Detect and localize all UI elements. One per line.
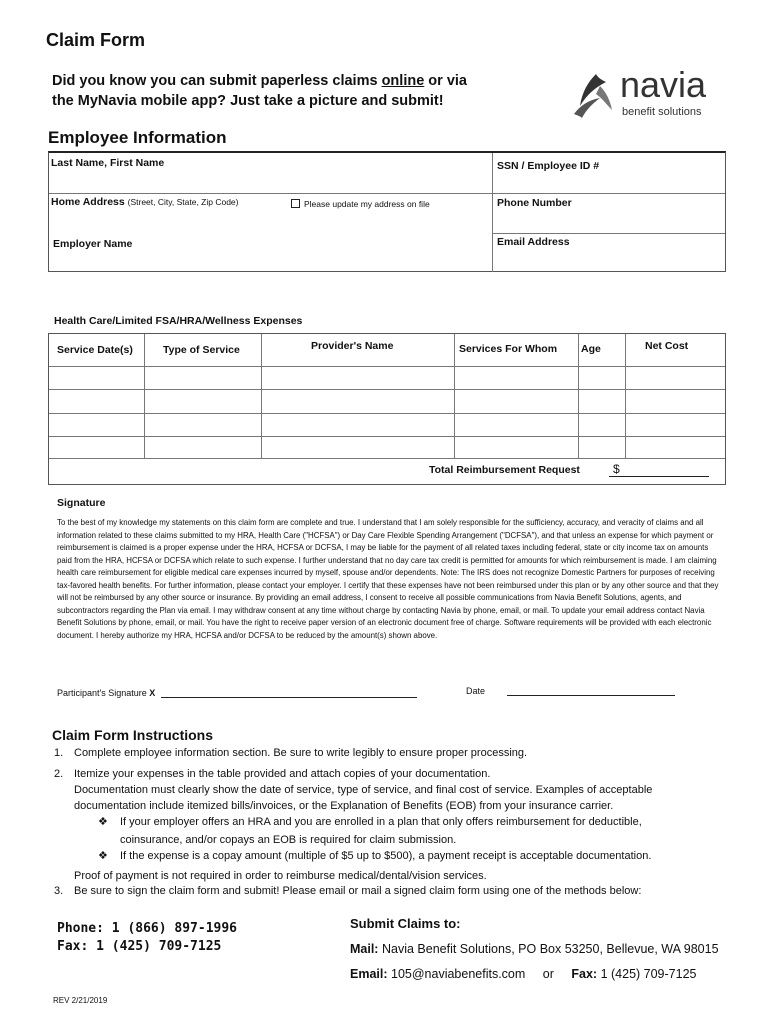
signature-statement: To the best of my knowledge my statements on this claim form are complete and true. I understand that I am solely responsible for the sufficiency, accuracy, and veracity of claims and all information related to these claims submitted to my HRA, Health Care ("HCFSA") or Day Care Flexible Spending Arrangement ("DCFSA"), and that unless an expense for which payment or reimbursement is claimed is a proper expense under the HRA, HCFSA or DCFSA, I may be liable for the payment of all related taxes including federal, state or city income tax on amounts paid from the HRA, HCFSA or DCFSA which relate to such expense. I further understand that no day care tax credit is permitted for amounts for which reimbursement is made. I am claiming health care reimbursement for eligible medical care expenses incurred by myself, spouse and/or dependents. Note: The IRS does not recognize Domestic Partners for purposes of receiving tax-favored health benefits. For further information, please contact your employer. I certify that these expenses have not been reimbursed under this plan or by any other source and that they will not be reimbursed by any other source or insurance. By providing an email address, I consent to receive all possible communications from Navia Benefit Solutions, agents, and subcontractors regarding the Plan via email. I may withdraw consent at any time without charge by contacting Navia by phone, email, or mail. To update your email address contact Navia Benefit Solutions by phone, email, or mail. You have the right to receive paper version of an electronic document free of charge. Software requirements will be provided with each electronic document. I hereby authorize my HRA, HCFSA and/or DCFSA to be reduced by the amount(s) shown above.: [57, 518, 719, 640]
col-service-date: Service Date(s): [57, 344, 133, 356]
phone-label: Phone Number: [497, 197, 572, 209]
col-type-of-service: Type of Service: [163, 344, 240, 356]
step-2-line-c: documentation include itemized bills/invoices, or the Explanation of Benefits (EOB) from your insurance carrier.: [74, 800, 614, 812]
instruction-step-1: [54, 745, 63, 761]
ssn-field[interactable]: [497, 160, 599, 172]
col-services-for-whom: Services For Whom: [459, 343, 558, 355]
contact-phones: [57, 920, 237, 956]
step-3-text: Be sure to sign the claim form and submit! Please email or mail a signed claim form using one of the methods below:: [74, 885, 642, 897]
date-row: [466, 686, 675, 696]
diamond-bullet-icon: ❖: [98, 816, 108, 828]
email-field[interactable]: [497, 236, 570, 248]
logo-name: navia: [620, 64, 707, 105]
ssn-label: SSN / Employee ID #: [497, 160, 600, 172]
date-label: Date: [466, 686, 486, 696]
navia-swirl-icon: [566, 70, 620, 122]
home-address-label: Home Address: [51, 196, 125, 208]
employee-info-box: [48, 151, 726, 272]
phone-number: Phone: 1 (866) 897-1996: [57, 921, 238, 936]
signature-x-mark: X: [149, 688, 156, 698]
last-first-name-field[interactable]: [51, 157, 164, 169]
fax-number: Fax: 1 (425) 709-7125: [57, 939, 222, 954]
total-reimbursement-field[interactable]: [609, 462, 709, 477]
promo-line1-b: or via: [424, 73, 467, 89]
phone-field[interactable]: [497, 197, 572, 209]
proof-note: Proof of payment is not required in order to reimburse medical/dental/vision services.: [74, 870, 487, 882]
step-1-number: 1.: [54, 747, 64, 759]
revision-date: REV 2/21/2019: [53, 996, 108, 1005]
total-reimbursement-label: Total Reimbursement Request: [429, 464, 580, 476]
email-label: Email:: [350, 967, 388, 981]
email-label: Email Address: [497, 236, 570, 248]
bullet-1-line-b: coinsurance, and/or copays an EOB is required for claim submission.: [120, 834, 457, 846]
mail-row: [350, 942, 719, 956]
fax-value: 1 (425) 709-7125: [600, 967, 697, 981]
col-net-cost: Net Cost: [645, 340, 689, 352]
home-address-field[interactable]: [51, 196, 239, 208]
participant-signature-line[interactable]: [161, 697, 417, 698]
instruction-step-2: [74, 766, 724, 814]
bullet-2: If the expense is a copay amount (multiple of $5 up to $500), a payment receipt is acceptable documentation.: [120, 850, 652, 862]
mail-address: Navia Benefit Solutions, PO Box 53250, Bellevue, WA 98015: [381, 942, 719, 956]
submit-claims-heading: Submit Claims to:: [350, 916, 461, 931]
email-row: [350, 967, 696, 981]
instructions-heading: Claim Form Instructions: [52, 727, 214, 743]
date-line[interactable]: [507, 695, 675, 696]
email-address[interactable]: 105@naviabenefits.com: [391, 967, 526, 981]
checkbox-icon: [291, 199, 300, 208]
participant-signature-row: [57, 688, 417, 698]
home-address-hint: (Street, City, State, Zip Code): [127, 197, 239, 207]
signature-heading: Signature: [57, 497, 106, 509]
online-link[interactable]: online: [381, 73, 425, 89]
or-text: or: [542, 967, 554, 981]
diamond-bullet-icon: ❖: [98, 850, 108, 862]
expenses-heading: Health Care/Limited FSA/HRA/Wellness Expenses: [54, 315, 303, 327]
expenses-table: [48, 333, 726, 485]
bullet-1-line-a: If your employer offers an HRA and you are enrolled in a plan that only offers reimbursement for deductible,: [120, 816, 642, 828]
employer-label: Employer Name: [53, 238, 133, 250]
last-first-name-label: Last Name, First Name: [51, 157, 165, 169]
step-1-text: Complete employee information section. Be sure to write legibly to ensure proper processing.: [74, 747, 528, 759]
logo-tagline: benefit solutions: [622, 106, 702, 118]
col-age: Age: [581, 343, 601, 355]
mail-label: Mail:: [350, 942, 379, 956]
page-title: Claim Form: [46, 30, 146, 50]
update-address-checkbox[interactable]: [291, 199, 430, 209]
step-2-line-b: Documentation must clearly show the date of service, type of service, and final cost of service. Examples of acceptable: [74, 784, 653, 796]
employer-field[interactable]: [53, 238, 132, 250]
col-provider-name: Provider's Name: [311, 340, 394, 352]
promo-text: [52, 71, 552, 111]
participant-signature-label: Participant's Signature: [57, 688, 147, 698]
currency-symbol: $: [613, 462, 620, 476]
step-2-number: 2.: [54, 768, 64, 780]
fax-label: Fax:: [571, 967, 598, 981]
navia-logo: [566, 64, 726, 122]
promo-line2: the MyNavia mobile app? Just take a picture and submit!: [52, 93, 444, 109]
update-address-label: Please update my address on file: [304, 199, 430, 209]
promo-line1-a: Did you know you can submit paperless claims: [52, 73, 382, 89]
bullet-1: [120, 814, 720, 848]
step-2-line-a: Itemize your expenses in the table provided and attach copies of your documentation.: [74, 768, 491, 780]
step-3-number: 3.: [54, 885, 64, 897]
employee-heading: Employee Information: [48, 128, 227, 147]
